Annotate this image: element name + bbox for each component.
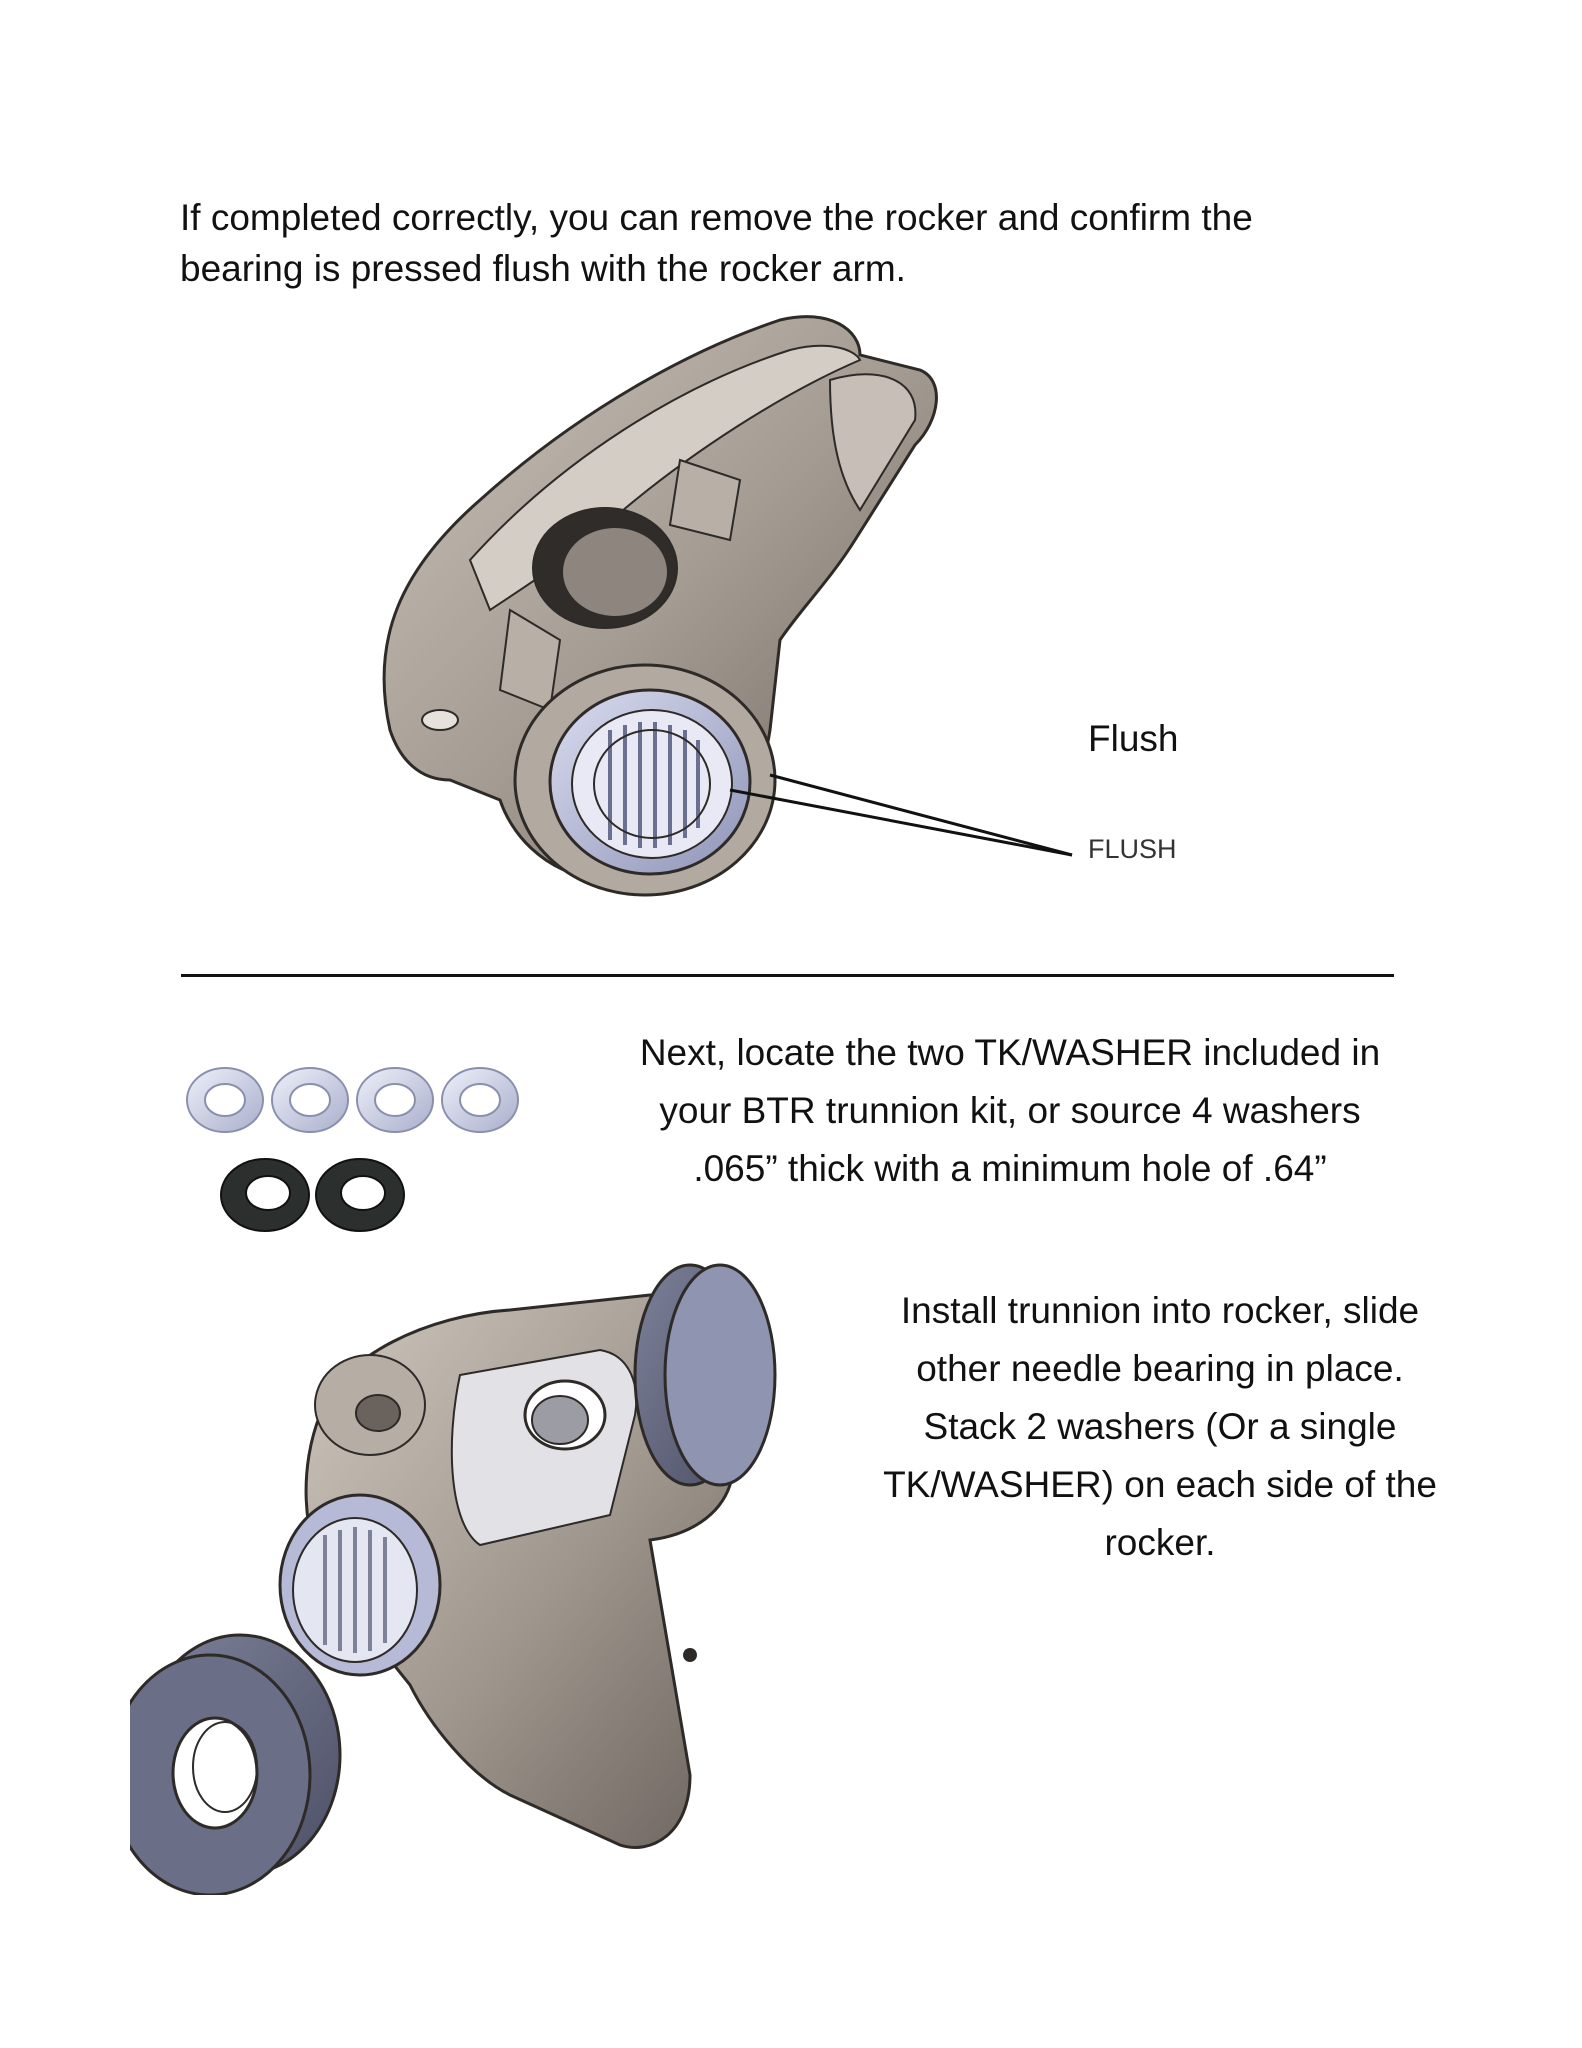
install-step-paragraph [860,1282,1460,1572]
dark-washer-icon [316,1159,404,1231]
intro-line-1: If completed correctly, you can remove the rocker and confirm the [180,197,1253,238]
section-divider [181,974,1394,977]
install-step-line-1: Install trunnion into rocker, slide [900,1290,1420,1331]
light-washer-icon [357,1068,433,1132]
next-step-paragraph [580,1024,1440,1198]
next-step-line-1: Next, locate the two TK/WASHER included in [639,1032,1381,1073]
install-step-line-2: other needle bearing in place. [916,1348,1404,1389]
install-step-line-3: Stack 2 washers (Or a single [923,1406,1397,1447]
next-step-line-2: your BTR trunnion kit, or source 4 washers [659,1090,1361,1131]
light-washer-icon [442,1068,518,1132]
washers-illustration [180,1050,540,1250]
install-step-line-4: TK/WASHER) on each side of the [883,1464,1437,1505]
trunnion-assembly-illustration [130,1255,870,1895]
intro-paragraph [180,192,1420,294]
light-washer-icon [272,1068,348,1132]
install-step-line-5: rocker. [1104,1522,1216,1563]
rocker-arm-flush-illustration [360,310,1120,910]
next-step-line-3: .065” thick with a minimum hole of .64” [693,1148,1327,1189]
flush-label: Flush [1088,718,1179,759]
intro-line-2: bearing is pressed flush with the rocker arm. [180,248,906,289]
dark-washer-icon [221,1159,309,1231]
light-washer-icon [187,1068,263,1132]
flush-callout: FLUSH [1088,834,1177,864]
